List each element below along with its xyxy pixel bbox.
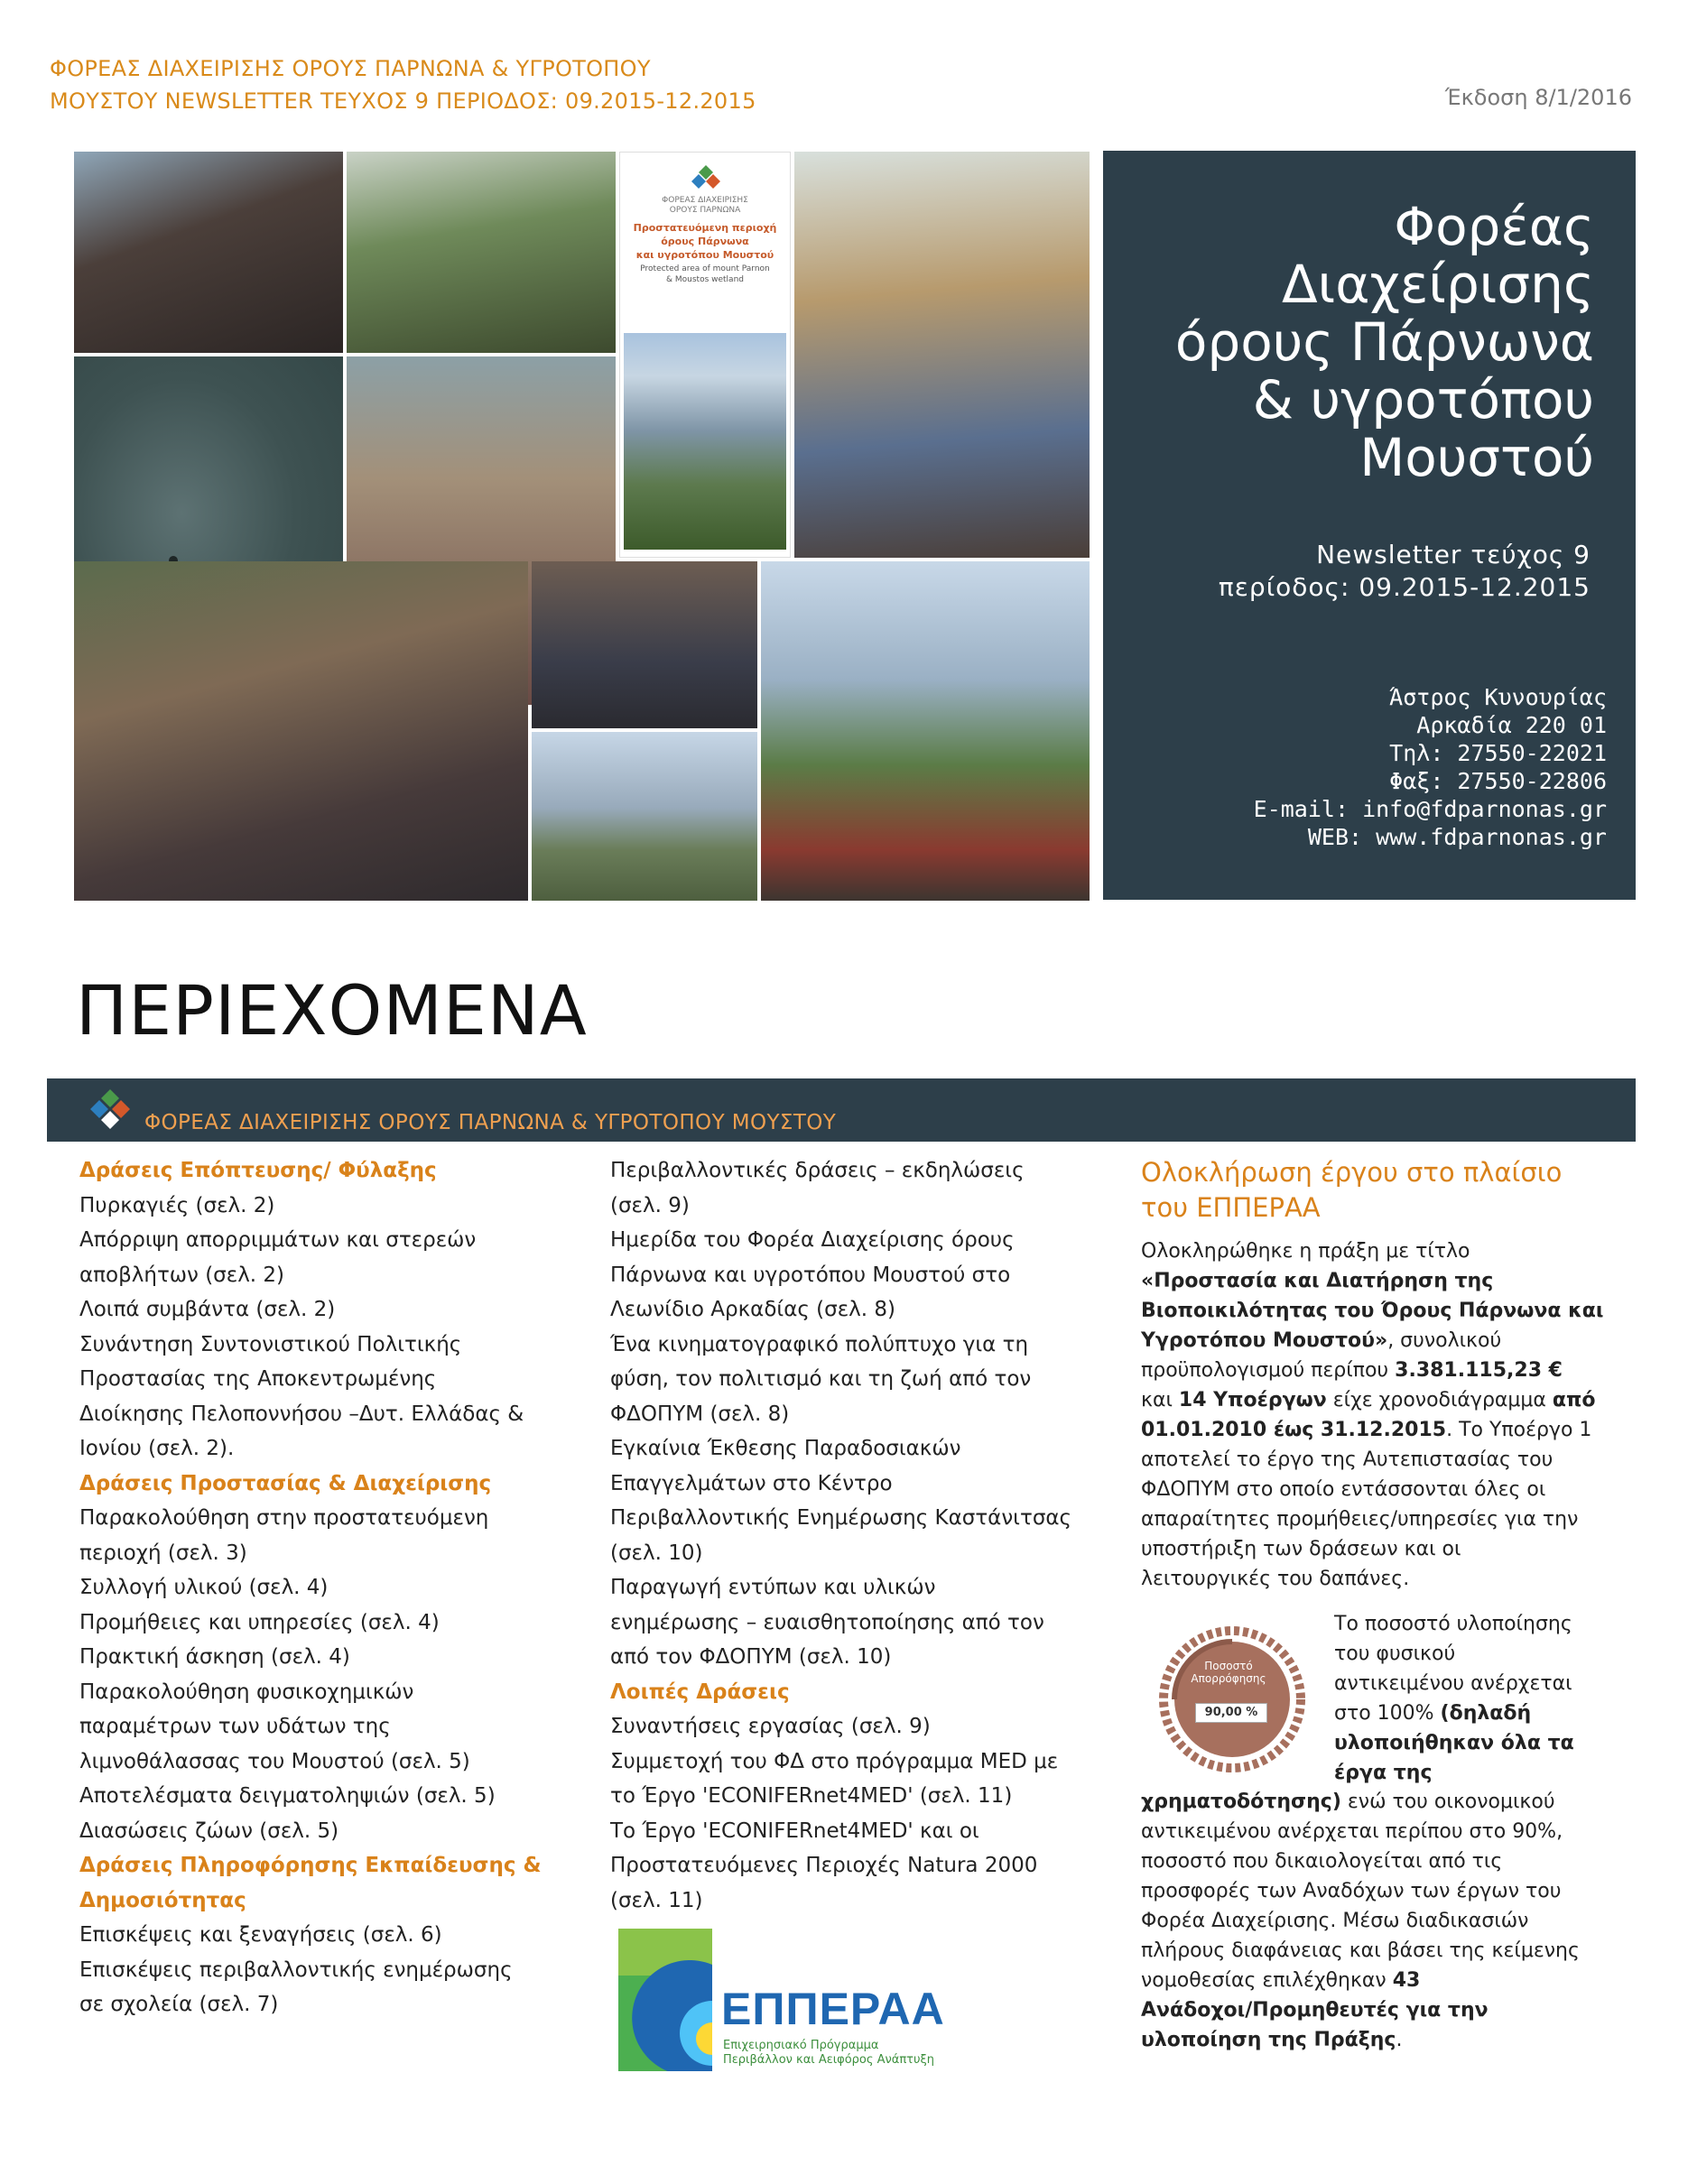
article-float-text: Το ποσοστό υλοποίησης του φυσικού αντικειμένου ανέρχεται στο 100% (δηλαδή υλοποιήθηκαν όλα τα έργα της <box>1334 1613 1574 1784</box>
organization-logo-icon <box>691 163 720 192</box>
contents-item[interactable]: Πάρνωνα και υγροτόπου Μουστού στο <box>610 1263 1011 1287</box>
masthead-title: Φορέας Διαχείρισης όρους Πάρνωνα & υγροτόπου Μουστού <box>1174 196 1594 488</box>
contact-email[interactable]: E-mail: info@fdparnonas.gr <box>1253 796 1607 822</box>
contents-item[interactable]: Συλλογή υλικού (σελ. 4) <box>79 1576 329 1599</box>
contents-item[interactable]: Προστασίας της Αποκεντρωμένης <box>79 1367 437 1391</box>
brochure-subtitle: Protected area of mount Parnon & Moustos wetland <box>640 264 770 284</box>
article-title: Ολοκλήρωση έργου στο πλαίσιο του ΕΠΠΕΡΑΑ <box>1141 1157 1563 1223</box>
contents-item[interactable]: από τον ΦΔΟΠΥΜ (σελ. 10) <box>610 1645 892 1669</box>
edition-date: Έκδοση 8/1/2016 <box>1444 85 1632 110</box>
contents-item[interactable]: Επισκέψεις και ξεναγήσεις (σελ. 6) <box>79 1923 442 1947</box>
brochure-cover <box>619 152 791 558</box>
contents-item[interactable]: Συμμετοχή του ΦΔ στο πρόγραμμα MED με <box>610 1749 1059 1773</box>
contents-item[interactable]: Προμήθειες και υπηρεσίες (σελ. 4) <box>79 1610 440 1634</box>
masthead-issue: Newsletter τεύχος 9 περίοδος: 09.2015-12.2015 <box>1218 540 1591 602</box>
contents-item[interactable]: Αποτελέσματα δειγματοληψιών (σελ. 5) <box>79 1784 496 1808</box>
contents-item[interactable]: ΦΔΟΠΥΜ (σελ. 8) <box>610 1402 790 1426</box>
contents-item[interactable]: Λοιπά συμβάντα (σελ. 2) <box>79 1298 336 1321</box>
contact-block <box>1254 683 1607 851</box>
contents-item[interactable]: Παρακολούθηση στην προστατευόμενη <box>79 1506 489 1530</box>
contents-item[interactable]: Προστατευόμενες Περιοχές Natura 2000 <box>610 1854 1038 1877</box>
contents-column-2 <box>610 1153 1134 1918</box>
brochure-title: Προστατευόμενη περιοχή όρους Πάρνωνα και υγροτόπου Μουστού <box>633 222 777 261</box>
contact-phone: Τηλ: 27550-22021 <box>1389 740 1607 766</box>
brochure-org: ΦΟΡΕΑΣ ΔΙΑΧΕΙΡΙΣΗΣ ΟΡΟΥΣ ΠΑΡΝΩΝΑ <box>662 196 748 215</box>
photo-group-students <box>74 152 343 353</box>
contents-item[interactable]: το Έργο 'ECONIFERnet4MED' (σελ. 11) <box>610 1784 1013 1808</box>
contact-web[interactable]: WEB: www.fdparnonas.gr <box>1307 824 1607 850</box>
contents-item[interactable]: (σελ. 9) <box>610 1193 690 1217</box>
section-heading[interactable]: Δράσεις Επόπτευσης/ Φύλαξης <box>79 1159 437 1182</box>
contents-column-1 <box>79 1153 585 2022</box>
contents-item[interactable]: Εγκαίνια Έκθεσης Παραδοσιακών <box>610 1437 961 1460</box>
contents-item[interactable]: Το Έργο 'ECONIFERnet4MED' και οι <box>610 1818 979 1843</box>
contents-item[interactable]: Περιβαλλοντικής Ενημέρωσης Καστάνιτσας <box>610 1506 1072 1530</box>
brochure-landscape <box>624 333 786 550</box>
contents-item[interactable]: Επισκέψεις περιβαλλοντικής ενημέρωσης <box>79 1957 513 1982</box>
contents-item[interactable]: Παρακολούθηση φυσικοχημικών <box>79 1680 414 1704</box>
photo-classroom <box>794 152 1090 558</box>
masthead-box <box>1103 151 1636 900</box>
contents-item[interactable]: (σελ. 10) <box>610 1541 703 1565</box>
contact-address-1: Άστρος Κυνουρίας <box>1389 684 1607 710</box>
contents-item[interactable]: Παραγωγή εντύπων και υλικών <box>610 1576 936 1599</box>
contents-item[interactable]: (σελ. 11) <box>610 1888 703 1912</box>
photo-coastline <box>532 732 757 901</box>
newsletter-header <box>50 52 862 117</box>
photo-children-exhibit <box>74 561 528 901</box>
epperaa-mark-icon <box>618 1929 712 2071</box>
section-heading[interactable]: Λοιπές Δράσεις <box>610 1680 790 1704</box>
contents-item[interactable]: Απόρριψη απορριμμάτων και στερεών <box>79 1228 477 1252</box>
contents-item[interactable]: Ένα κινηματογραφικό πολύπτυχο για τη <box>610 1332 1029 1356</box>
photo-collage <box>74 152 1090 901</box>
contents-item[interactable]: Ιονίου (σελ. 2). <box>79 1437 235 1460</box>
contents-item[interactable]: ενημέρωσης – ευαισθητοποίησης από τον <box>610 1610 1044 1634</box>
contents-item[interactable]: σε σχολεία (σελ. 7) <box>79 1993 279 2016</box>
contact-fax: Φαξ: 27550-22806 <box>1389 768 1607 794</box>
section-heading[interactable]: Δημοσιότητας <box>79 1888 246 1912</box>
contents-item[interactable]: αποβλήτων (σελ. 2) <box>79 1263 285 1287</box>
organization-logo-icon <box>81 1087 139 1131</box>
header-line-1: ΦΟΡΕΑΣ ΔΙΑΧΕΙΡΙΣΗΣ ΟΡΟΥΣ ΠΑΡΝΩΝΑ & ΥΓΡΟΤΟΠΟΥ <box>50 56 651 81</box>
gauge-value: 90,00 % <box>1195 1703 1267 1723</box>
gauge-icon <box>1146 1620 1318 1773</box>
section-heading[interactable]: Δράσεις Προστασίας & Διαχείρισης <box>79 1471 492 1495</box>
banner-title: ΦΟΡΕΑΣ ΔΙΑΧΕΙΡΙΣΗΣ ΟΡΟΥΣ ΠΑΡΝΩΝΑ & ΥΓΡΟΤΟΠΟΥ ΜΟΥΣΤΟΥ <box>144 1111 837 1134</box>
section-banner <box>47 1078 1636 1142</box>
section-heading[interactable]: Δράσεις Πληροφόρησης Εκπαίδευσης & <box>79 1854 542 1877</box>
article-body: Ολοκληρώθηκε η πράξη με τίτλο «Προστασία και Διατήρηση της Βιοποικιλότητας του Όρους Πάρνωνα και Υγροτόπου Μουστού», συνολικού προϋπολογισμού περίπου 3.381.115,23 € και 14 Υποέργων είχε χρονοδιάγραμμα από 01.01.2010 έως 31.12.2015. Το Υποέργο 1 αποτελεί το έργο της Αυτεπιστασίας του ΦΔΟΠΥΜ στο οποίο εντάσσονται όλες οι απαραίτητες προμήθειες/υπηρεσίες για την υποστήριξη των δράσεων και οι λειτουργικές του δαπάνες. <box>1141 1240 1604 1590</box>
epperaa-subtitle: Επιχειρησιακό Πρόγραμμα Περιβάλλον και Αειφόρος Ανάπτυξη <box>723 2039 935 2067</box>
contents-item[interactable]: λιμνοθάλασσας του Μουστού (σελ. 5) <box>79 1749 470 1773</box>
epperaa-name: ΕΠΠΕΡΑΑ <box>721 1984 945 2034</box>
contents-item[interactable]: περιοχή (σελ. 3) <box>79 1541 247 1565</box>
photo-bird-release <box>761 561 1090 901</box>
contents-item[interactable]: Πρακτική άσκηση (σελ. 4) <box>79 1645 350 1669</box>
contents-item[interactable]: Συναντήσεις εργασίας (σελ. 9) <box>610 1715 931 1738</box>
header-line-2: ΜΟΥΣΤΟΥ NEWSLETTER ΤΕΥΧΟΣ 9 ΠΕΡΙΟΔΟΣ: 09.2015-12.2015 <box>50 88 756 114</box>
contents-item[interactable]: Πυρκαγιές (σελ. 2) <box>79 1193 275 1217</box>
contents-item[interactable]: Επαγγελμάτων στο Κέντρο <box>610 1471 893 1495</box>
contents-item[interactable]: Διοίκησης Πελοποννήσου –Δυτ. Ελλάδας & <box>79 1402 524 1426</box>
article-body-continued: χρηματοδότησης) ενώ του οικονομικού αντικειμένου ανέρχεται περίπου στο 90%, ποσοστό που δικαιολογείται από τις προσφορές των Αναδόχων των έργων του Φορέα Διαχείρισης. Μέσω διαδικασιών πλήρους διαφάνειας και βάσει της κείμενης νομοθεσίας επιλέχθηκαν 43 Ανάδοχοι/Προμηθευτές για την υλοποίηση της Πράξης. <box>1141 1791 1580 2051</box>
photo-hikers-forest <box>347 152 616 353</box>
photo-three-men <box>532 561 757 728</box>
gauge-label: Ποσοστό Απορρόφησης <box>1191 1660 1266 1685</box>
contents-item[interactable]: φύση, τον πολιτισμό και τη ζωή από τον <box>610 1367 1032 1391</box>
epperaa-logo <box>617 1925 960 2074</box>
contents-item[interactable]: Λεωνίδιο Αρκαδίας (σελ. 8) <box>610 1298 895 1321</box>
contents-heading: ΠΕΡΙΕΧΟΜΕΝΑ <box>76 970 588 1050</box>
contents-item[interactable]: Περιβαλλοντικές δράσεις – εκδηλώσεις <box>610 1159 1025 1182</box>
contents-item[interactable]: παραμέτρων των υδάτων της <box>79 1715 391 1738</box>
contents-item[interactable]: Ημερίδα του Φορέα Διαχείρισης όρους <box>610 1228 1015 1252</box>
contents-item[interactable]: Συνάντηση Συντονιστικού Πολιτικής <box>79 1332 462 1356</box>
contact-address-2: Αρκαδία 220 01 <box>1416 712 1607 738</box>
absorption-gauge <box>1146 1620 1318 1773</box>
contents-item[interactable]: Διασώσεις ζώων (σελ. 5) <box>79 1818 339 1843</box>
